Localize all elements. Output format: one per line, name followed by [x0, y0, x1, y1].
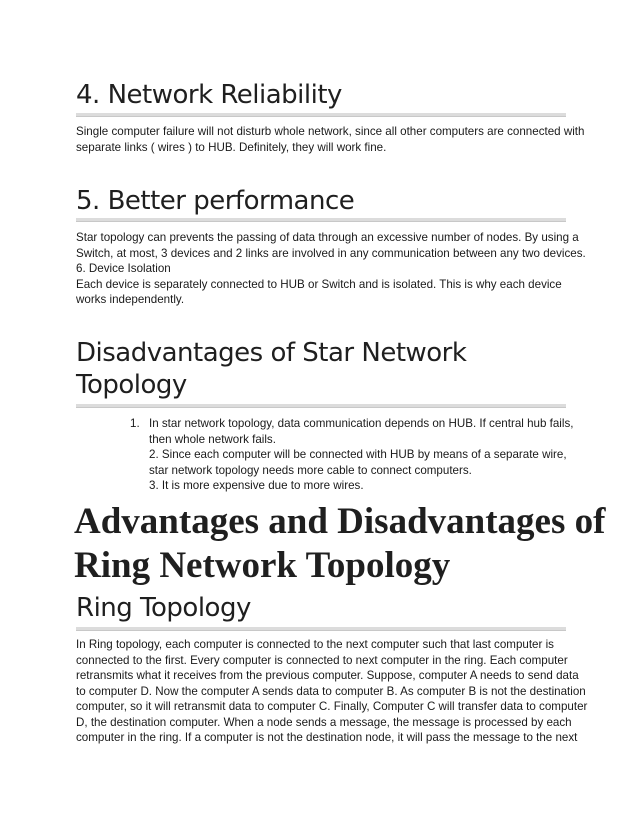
paragraph-network-reliability — [76, 124, 585, 155]
disadvantages-list — [130, 416, 574, 496]
text-line: retransmits what it receives from the previous computer. Suppose, computer A needs to send data — [76, 669, 579, 682]
text-line: 6. Device Isolation — [76, 262, 171, 275]
text-line: works independently. — [76, 293, 185, 306]
text-line: Single computer failure will not disturb whole network, since all other computers are connected with — [76, 125, 585, 138]
text-line: Each device is separately connected to HUB or Switch and is isolated. This is why each device — [76, 277, 562, 291]
title-line: Advantages and Disadvantages of — [74, 501, 606, 542]
text-line: D, the destination computer. When a node sends a message, the message is processed by each — [76, 715, 572, 729]
heading-disadvantages-star — [76, 337, 466, 401]
heading-better-performance: 5. Better performance — [76, 186, 355, 216]
heading-line: Topology — [76, 370, 187, 400]
paragraph-better-performance — [76, 230, 586, 308]
text-line: 3. It is more expensive due to more wires. — [149, 479, 364, 492]
paragraph-ring-topology — [76, 637, 588, 746]
list-item — [149, 416, 573, 494]
text-line: Star topology can prevents the passing of data through an excessive number of nodes. By using a — [76, 231, 579, 244]
title-line: Ring Network Topology — [74, 545, 451, 586]
text-line: then whole network fails. — [149, 432, 276, 446]
text-line: star network topology needs more cable to connect computers. — [149, 463, 472, 477]
text-line: In star network topology, data communication depends on HUB. If central hub fails, — [149, 417, 574, 430]
text-line: to computer D. Now the computer A sends data to computer B. As computer B is not the destination — [76, 684, 586, 698]
heading-underline — [76, 404, 566, 408]
text-line: 2. Since each computer will be connected with HUB by means of a separate wire, — [149, 448, 567, 461]
text-line: Switch, at most, 3 devices and 2 links are involved in any communication between any two devices. — [76, 246, 586, 260]
heading-line: Disadvantages of Star Network — [76, 338, 467, 368]
heading-underline — [76, 218, 566, 222]
list-number: 1. — [130, 417, 140, 430]
text-line: connected to the first. Every computer is connected to next computer in the ring. Each computer — [76, 653, 568, 667]
heading-underline — [76, 627, 566, 631]
heading-underline — [76, 113, 566, 117]
heading-ring-topology: Ring Topology — [76, 593, 251, 623]
title-ring-advantages — [74, 500, 605, 588]
text-line: computer, so it will retransmit data to computer C. Finally, Computer C will transfer data to computer — [76, 700, 588, 713]
heading-network-reliability: 4. Network Reliability — [76, 80, 342, 110]
text-line: In Ring topology, each computer is connected to the next computer such that last computer is — [76, 638, 554, 651]
text-line: computer in the ring. If a computer is not the destination node, it will pass the message to the next — [76, 731, 578, 744]
text-line: separate links ( wires ) to HUB. Definitely, they will work fine. — [76, 140, 387, 154]
